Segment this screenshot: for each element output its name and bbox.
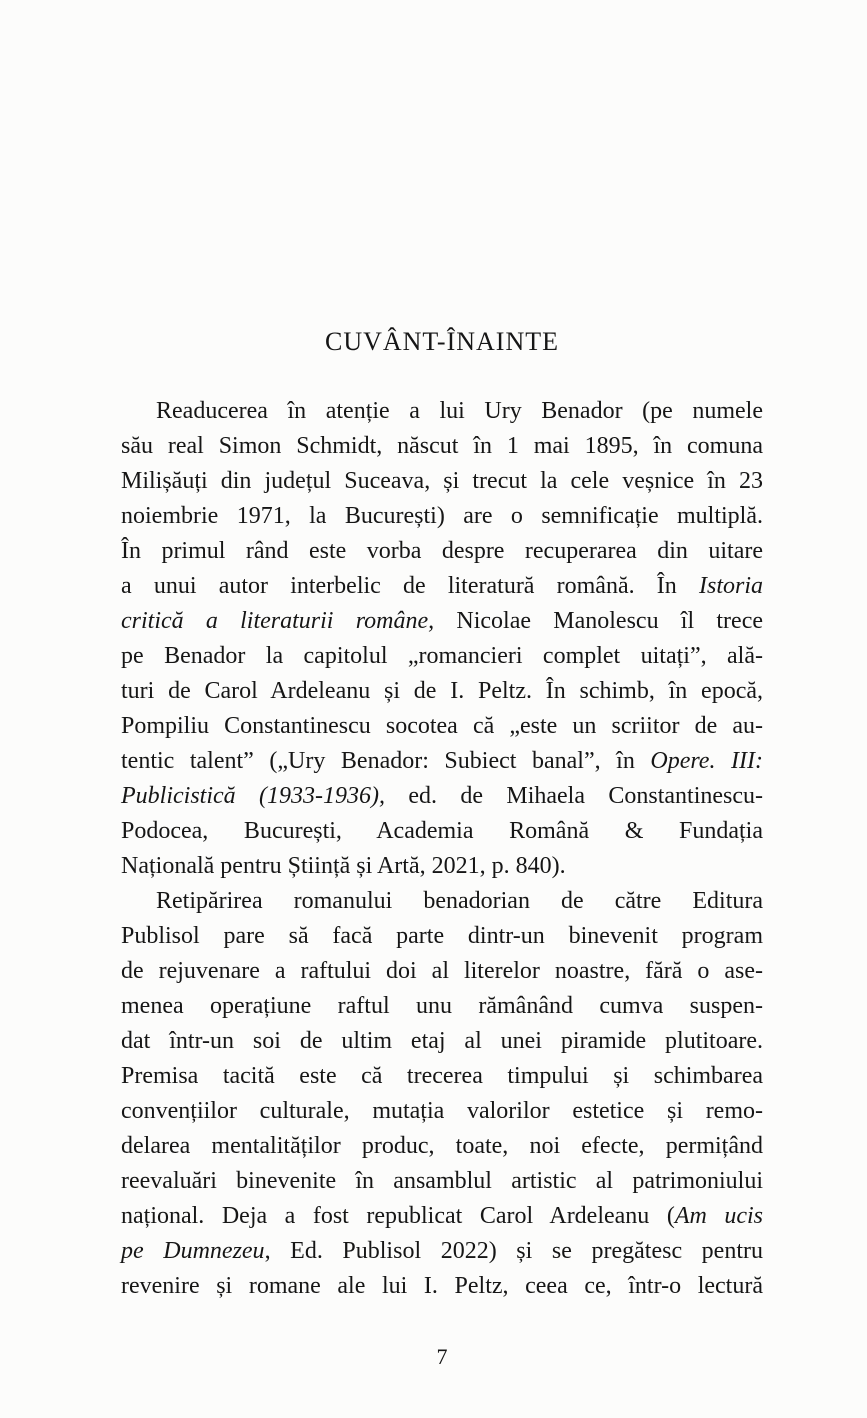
- paragraph: [121, 394, 763, 884]
- body-text: [121, 394, 763, 1304]
- italic-text-run: critică a literaturii române,: [121, 608, 435, 634]
- text-line: [121, 814, 763, 849]
- text-run: tentic talent” („Ury Benador: Subiect banal”, în: [121, 748, 651, 774]
- text-line: [121, 709, 763, 744]
- text-line: [121, 1269, 763, 1304]
- italic-text-run: Istoria: [698, 573, 763, 599]
- text-run: de rejuvenare a raftului doi al literelor noastre, fără o ase-: [121, 958, 763, 984]
- text-run: său real Simon Schmidt, născut în 1 mai 1895, în comuna: [121, 433, 763, 459]
- italic-text-run: Am ucis: [674, 1203, 764, 1229]
- text-run: Milișăuți din județul Suceava, și trecut la cele veșnice în 23: [121, 468, 763, 494]
- text-run: dat într-un soi de ultim etaj al unei piramide plutitoare.: [121, 1028, 763, 1054]
- text-run: menea operațiune raftul unu rămânând cumva suspen-: [121, 993, 763, 1019]
- text-line: [121, 569, 763, 604]
- text-run: revenire și romane ale lui I. Peltz, ceea ce, într-o lectură: [121, 1273, 763, 1299]
- text-line: [121, 1164, 763, 1199]
- text-line: [121, 1024, 763, 1059]
- text-line: [121, 604, 763, 639]
- text-line: [121, 639, 763, 674]
- text-run: ed. de Mihaela Constantinescu-: [384, 783, 763, 809]
- text-line: [121, 1199, 763, 1234]
- text-line: [121, 989, 763, 1024]
- text-run: reevaluări binevenite în ansamblul artistic al patrimoniului: [121, 1168, 763, 1194]
- text-run: Națională pentru Știință și Artă, 2021, p. 840).: [121, 853, 566, 879]
- text-run: noiembrie 1971, la București) are o semnificație multiplă.: [121, 503, 763, 529]
- text-run: Premisa tacită este că trecerea timpului și schimbarea: [121, 1063, 763, 1089]
- text-run: delarea mentalităților produc, toate, noi efecte, permițând: [121, 1133, 763, 1159]
- text-line: [121, 1059, 763, 1094]
- text-run: Readucerea în atenție a lui Ury Benador (pe numele: [156, 398, 763, 424]
- text-line: [121, 429, 763, 464]
- text-line: [121, 674, 763, 709]
- text-line: [121, 1129, 763, 1164]
- text-run: Publisol pare să facă parte dintr-un binevenit program: [121, 923, 763, 949]
- text-line: [121, 954, 763, 989]
- italic-text-run: Publicistică (1933-1936),: [121, 783, 385, 809]
- text-line: [121, 1094, 763, 1129]
- text-line: [121, 394, 763, 429]
- text-line: [121, 884, 763, 919]
- text-line: [121, 1234, 763, 1269]
- page-number: 7: [436, 1344, 448, 1369]
- text-run: Nicolae Manolescu îl trece: [434, 608, 764, 634]
- text-run: Retipărirea romanului benadorian de către Editura: [156, 888, 763, 914]
- text-run: convențiilor culturale, mutația valorilor estetice și remo-: [121, 1098, 763, 1124]
- text-line: [121, 499, 763, 534]
- text-run: Pompiliu Constantinescu socotea că „este un scriitor de au-: [121, 713, 763, 739]
- text-run: pe Benador la capitolul „romancieri complet uitați”, ală-: [121, 643, 763, 669]
- text-run: În primul rând este vorba despre recuperarea din uitare: [121, 538, 763, 564]
- text-run: național. Deja a fost republicat Carol Ardeleanu (: [121, 1203, 675, 1229]
- text-line: [121, 534, 763, 569]
- text-run: , Ed. Publisol 2022) și se pregătesc pentru: [264, 1238, 763, 1264]
- text-line: [121, 744, 763, 779]
- text-line: [121, 849, 763, 884]
- text-line: [121, 919, 763, 954]
- text-line: [121, 464, 763, 499]
- paragraph: [121, 884, 763, 1304]
- page-title: CUVÂNT-ÎNAINTE: [324, 327, 559, 356]
- text-run: a unui autor interbelic de literatură română. În: [121, 573, 699, 599]
- text-run: Podocea, București, Academia Română & Fundația: [121, 818, 763, 844]
- text-line: [121, 779, 763, 814]
- italic-text-run: Opere. III:: [650, 748, 763, 774]
- italic-text-run: pe Dumnezeu: [121, 1238, 265, 1264]
- text-run: turi de Carol Ardeleanu și de I. Peltz. În schimb, în epocă,: [121, 678, 763, 704]
